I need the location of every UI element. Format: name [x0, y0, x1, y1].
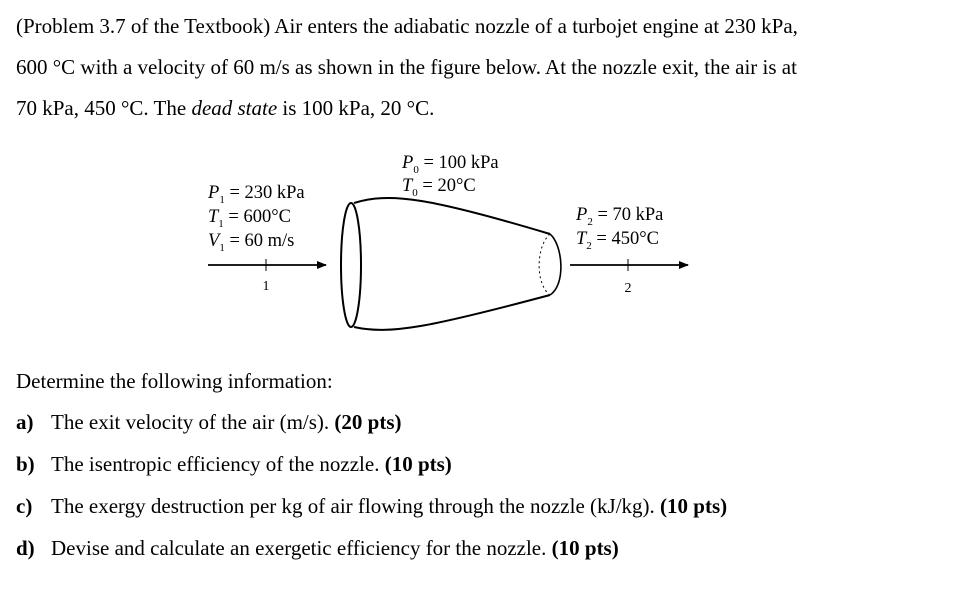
questions-heading: Determine the following information: — [16, 369, 333, 393]
question-item — [16, 527, 941, 569]
question-letter: b) — [16, 452, 35, 476]
question-points: (20 pts) — [334, 410, 402, 434]
question-text: The exit velocity of the air (m/s). (20 pts) — [51, 410, 402, 434]
question-points: (10 pts) — [660, 494, 728, 518]
outlet-temperature: $T_2 = 450^\circ C$ — [576, 229, 659, 252]
question-item — [16, 485, 941, 527]
questions-section — [16, 361, 941, 569]
problem-statement — [16, 6, 941, 129]
nozzle-exit-hidden-edge — [539, 234, 550, 295]
nozzle-inlet-opening — [341, 203, 361, 327]
question-letter: c) — [16, 494, 33, 518]
dead-state-temperature: $T_0 = 20^\circ C$ — [402, 176, 476, 199]
question-item — [16, 443, 941, 485]
problem-line-2: 600 °C with a velocity of 60 m/s as shown in the figure below. At the nozzle exit, the air is at — [16, 55, 797, 79]
problem-line-3-start: 70 kPa, 450 °C. The — [16, 96, 192, 120]
outlet-pressure: $P_2 = 70$ kPa — [576, 205, 664, 228]
question-points: (10 pts) — [384, 452, 452, 476]
problem-line-1: (Problem 3.7 of the Textbook) Air enters the adiabatic nozzle of a turbojet engine at 230 kPa, — [16, 14, 798, 38]
question-text: Devise and calculate an exergetic efficiency for the nozzle. (10 pts) — [51, 536, 619, 560]
dead-state-pressure: $P_0 = 100$ kPa — [402, 153, 499, 176]
question-letter: a) — [16, 410, 34, 434]
dead-state-term: dead state — [191, 96, 278, 120]
nozzle-figure — [0, 140, 957, 350]
question-points: (10 pts) — [551, 536, 619, 560]
nozzle-exit-front — [550, 234, 561, 295]
nozzle-lower-wall — [354, 295, 550, 330]
nozzle-upper-wall — [354, 198, 550, 234]
inlet-velocity: $V_1 = 60$ m/s — [208, 231, 295, 254]
question-text: The exergy destruction per kg of air flowing through the nozzle (kJ/kg). (10 pts) — [51, 494, 728, 518]
question-letter: d) — [16, 536, 35, 560]
problem-line-3 — [16, 88, 941, 129]
inlet-station-label: 1 — [262, 279, 270, 294]
question-item — [16, 401, 941, 443]
problem-line-3-end: is 100 kPa, 20 °C. — [277, 96, 435, 120]
inlet-temperature: $T_1 = 600^\circ C$ — [208, 207, 291, 230]
outlet-station-label: 2 — [624, 281, 632, 296]
inlet-pressure: $P_1 = 230$ kPa — [208, 183, 305, 206]
question-text: The isentropic efficiency of the nozzle. (10 pts) — [51, 452, 452, 476]
